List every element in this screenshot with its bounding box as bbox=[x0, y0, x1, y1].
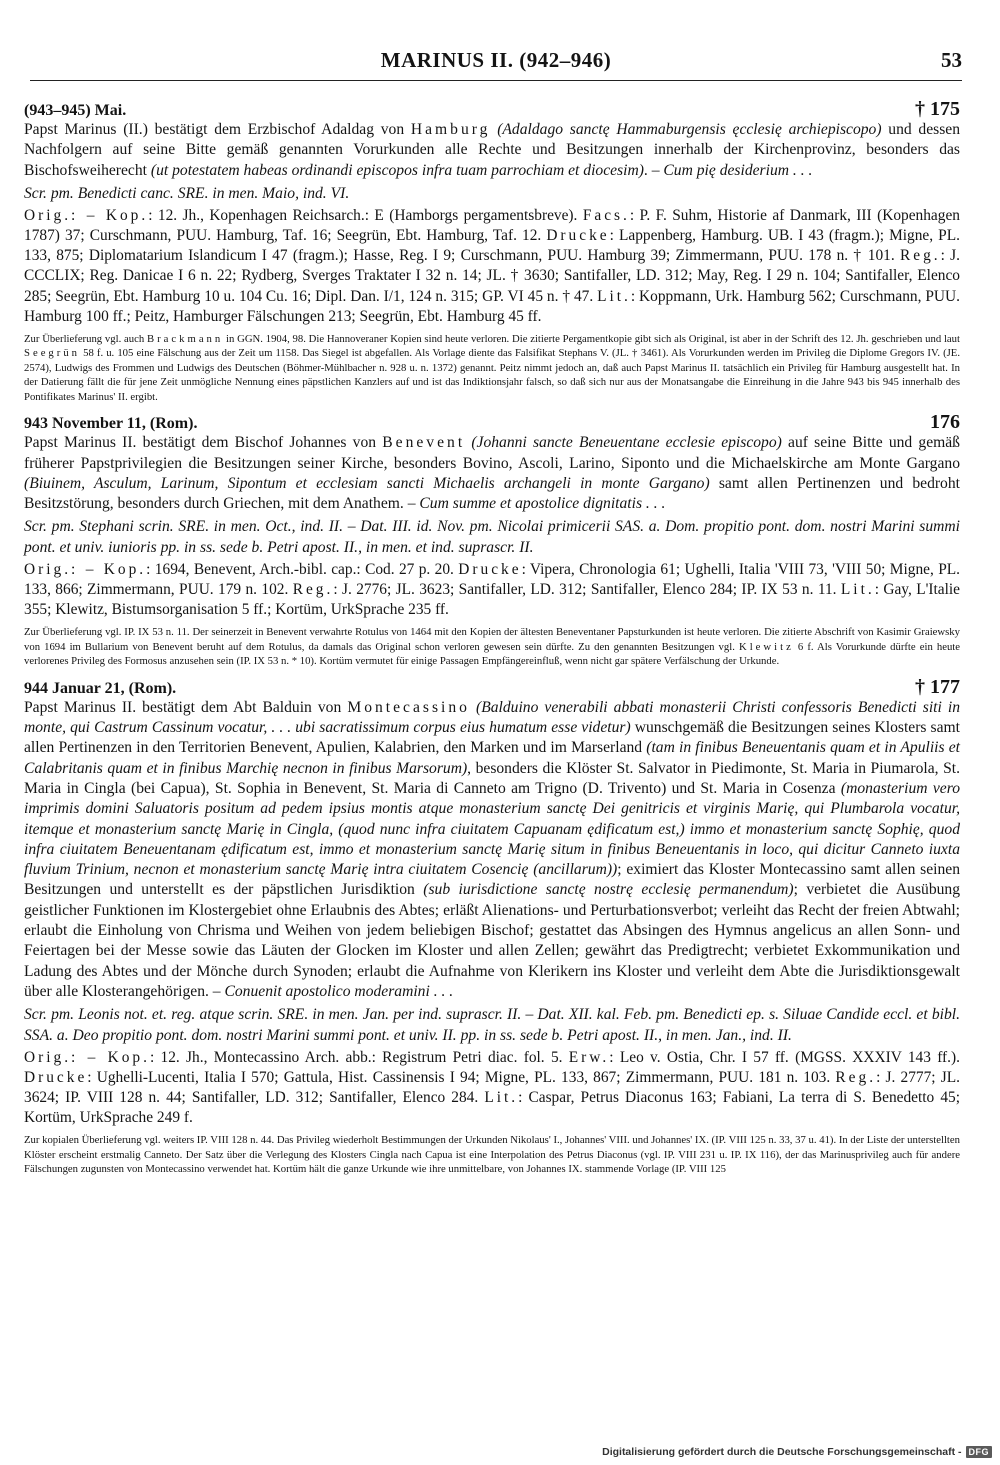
text-run: : Leo v. Ostia, Chr. I 57 ff. (MGSS. XXXIV 143 ff.). bbox=[609, 1048, 961, 1066]
text-run: und dessen Nachfolgern auf seine Bitte gemäß genannten Vorurkunden alle Rechte und Besitzungen innerhalb der Kirchenprovinz, besonders das Bischofsweiherecht bbox=[24, 121, 960, 179]
entry-date: 944 Januar 21, (Rom). bbox=[24, 679, 177, 697]
header-rule bbox=[30, 80, 962, 81]
text-run: Lit. bbox=[597, 287, 631, 305]
entry-number: † 175 bbox=[915, 98, 960, 120]
text-run: (Adaldago sanctę Hammaburgensis ęcclesię archiepiscopo) bbox=[497, 121, 882, 138]
regest-entry bbox=[24, 675, 961, 1177]
text-run: samt allen Pertinenzen und bedroht Besitzstörung, besonders durch Griechen, mit dem Anathem. – bbox=[24, 474, 960, 513]
text-run: (monasterium vero imprimis domini Saluatoris positum ad pedem ipsius montis atque monasterium sanctę Dei genitricis et virginis Marię, qui Plumbarola vocatur, itemque et monasterium sanctę Marię in Cingla, (quod nunc infra ciuitatem Capuanam ędificatum est,) immo et monasterium sanctę Sophię, quod infra ciuitatem Beneuentanam ędificatum est, immo et monasterium sanctę Marię situm in finibus Beneuentanis in loco, qui dicitur Canneto iuxta fluvium Trinium, necnon et monasterium sanctę Marię intra ciuitatem Cosencię (ancillarum)) bbox=[24, 780, 961, 879]
tradition-block bbox=[24, 560, 960, 620]
text-run: : Vipera, Chronologia 61; Ughelli, Italia 'VIII 73, 'VIII 50; Migne, PL. 133, 866; Zimmermann, PUU. 179 n. 102. bbox=[24, 561, 961, 599]
text-run: Kop. bbox=[105, 207, 149, 225]
entry-number: † 177 bbox=[915, 675, 960, 698]
text-run: Cum summe et apostolice dignitatis . . . bbox=[419, 495, 666, 513]
text-run: Orig.: – bbox=[24, 561, 104, 579]
main-content bbox=[24, 100, 960, 1186]
header-title: MARINUS II. (942–946) bbox=[380, 48, 612, 72]
text-run: (Biuinem, Asculum, Larinum, Sipontum et ecclesiam sancti Michaelis archangeli in monte Gargano) bbox=[24, 474, 710, 492]
text-run: (tam in finibus Beneuentanis quam et in Apuliis et Calabritanis quam et in finibus Marchię necnon in finibus Marsorum) bbox=[24, 739, 960, 777]
tradition-block bbox=[24, 1048, 960, 1128]
text-run: Zur Überlieferung vgl. IP. IX 53 n. 11. Der seinerzeit in Benevent verwahrte Rotulus von 1464 mit den Kopien der ältesten Beneventaner Papsturkunden ist heute verloren. Die zitierte Abschrift von Kasimir Graiewsky von 1694 im Bullarium von Benevent beruht auf dem Rotulus, da damals das Original schon verloren gewesen sein dürfte. Zu den genannten Besitzungen vgl. bbox=[24, 626, 960, 653]
commentary-note bbox=[24, 1133, 960, 1177]
text-run: Seegrün bbox=[24, 347, 81, 360]
subscription-line: Scr. pm. Stephani scrin. SRE. in men. Oct., ind. II. – Dat. III. id. Nov. pm. Nicolai primicerii SAS. a. Dom. propitio pont. dom. nostri Marini summi pont. et univ. iunioris pp. in ss. sede b. Petri apost. II., in men. et ind. suprascr. II. bbox=[24, 518, 960, 556]
text-run: , besonders die Klöster St. Salvator in Piedimonte, St. Maria in Piumarola, St. Maria in Cingla (bei Capua), St. Sophia in Benevent, St. Maria di Canneto am Trigno (D. Trivento) und St. Maria in Cosenza bbox=[24, 759, 960, 797]
regest-entry bbox=[24, 413, 960, 669]
text-run: 6 f. Als Vorurkunde dürfte ein heute verlorenes Privileg des Formosus anzusehen sein (IP. IX 53 n. * 10). Kortüm vermutet für einige Passagen Empfängereinfluß, wenn nicht gar spätere Verfälschung der Urkunde. bbox=[24, 640, 961, 668]
text-run: Lit. bbox=[484, 1089, 519, 1107]
text-run: : J. CCCLIX; Reg. Danicae I 6 n. 22; Rydberg, Sverges Traktater I 32 n. 14; JL. † 3630; Santifaller, LD. 312; May, Reg. I 29 n. 104; Santifaller, Elenco 285; Seegrün, Ebt. Hamburg 10 u. 104 Cu. 16; Dipl. Dan. I/1, 124 n. 315; GP. VI 45 n. † 47. bbox=[24, 247, 960, 305]
entry-heading bbox=[24, 100, 960, 120]
regest-text bbox=[24, 120, 960, 181]
text-run: Drucke bbox=[458, 561, 522, 579]
text-run: Lit. bbox=[840, 581, 875, 599]
commentary-note bbox=[24, 625, 960, 669]
text-run: Hamburg bbox=[410, 121, 491, 138]
entry-date: (943–945) Mai. bbox=[24, 102, 127, 119]
entry-number: 176 bbox=[930, 411, 960, 434]
text-run: Klewitz bbox=[738, 640, 794, 653]
text-run: : Gay, L'Italie 355; Klewitz, Bistumsorganisation 5 ff.; Kortüm, UrkSprache 235 ff. bbox=[24, 581, 960, 619]
text-run: Reg. bbox=[835, 1068, 877, 1086]
text-run: : J. 2777; JL. 3624; IP. VIII 128 n. 44; Santifaller, LD. 312; Santifaller, Elenco 284. bbox=[24, 1068, 961, 1107]
text-run: in GGN. 1904, 98. Die Hannoveraner Kopien sind heute verloren. Die zitierte Pergamentkopie gibt sich als Original, ist aber in der Schrift des 12. Jh. geschrieben und laut bbox=[223, 332, 960, 345]
entry-date: 943 November 11, (Rom). bbox=[24, 415, 198, 433]
entry-heading bbox=[24, 413, 960, 433]
footer-credit bbox=[602, 1446, 992, 1458]
text-run: Kop. bbox=[107, 1048, 150, 1066]
text-run: : J. 2776; JL. 3623; Santifaller, LD. 312; Santifaller, Elenco 284; IP. IX 53 n. 11. bbox=[333, 581, 841, 599]
text-run: : Koppmann, Urk. Hamburg 562; Curschmann, PUU. Hamburg 100 ff.; Peitz, Hamburger Fälschungen 213; Seegrün, Ebt. Hamburg 45 ff. bbox=[24, 287, 960, 325]
regest-text bbox=[24, 698, 960, 1002]
text-run: Papst Marinus II. bestätigt dem Bischof Johannes von bbox=[24, 434, 383, 452]
dfg-logo-icon: DFG bbox=[966, 1446, 993, 1458]
text-run: Montecassino bbox=[347, 698, 470, 716]
text-run: : 1694, Benevent, Arch.-bibl. cap.: Cod. 27 p. 20. bbox=[146, 561, 459, 579]
text-run: . – bbox=[643, 161, 664, 179]
text-run: : Caspar, Petrus Diaconus 163; Fabiani, La terra di S. Benedetto 45; Kortüm, UrkSprache 249 f. bbox=[24, 1089, 960, 1127]
text-run: wunschgemäß die Besitzungen seines Klosters samt allen Pertinenzen in den Territorien Benevent, Apulien, Kalabrien, den Marken und im Marserland bbox=[24, 719, 960, 757]
text-run: Facs. bbox=[582, 207, 630, 225]
text-run: Benevent bbox=[382, 434, 466, 452]
entry-heading bbox=[24, 675, 960, 698]
text-run: Brackmann bbox=[146, 332, 224, 345]
text-run: (sub iurisdictione sanctę nostrę ecclesię permanendum) bbox=[423, 881, 794, 899]
text-run: : Ughelli-Lucenti, Italia I 570; Gattula, Hist. Cassinensis I 94; Migne, PL. 133, 867; Zimmermann, PUU. 181 n. 103. bbox=[87, 1068, 836, 1086]
text-run: Erw. bbox=[568, 1048, 610, 1066]
text-run: 58 f. u. 105 eine Fälschung aus der Zeit um 1158. Das Siegel ist abgefallen. Als Vorlage diente das Falsifikat Stephans V. (JL. † 3461). Als Vorurkunden werden im Privileg die Diplome Gregors IV. (JE. 2574), Ludwigs des Frommen und Ludwigs des Deutschen (Böhmer-Mühlbacher n. 928 u. n. 1372) genannt. Peitz nimmt jedoch an, daß auch Papst Marinus II. tatsächlich ein Privileg für Hamburg ausgestellt hat. In der Datierung fällt die für jene Zeit unmögliche Nennung eines päpstlichen Kanzlers auf und ist das Indiktionsjahr falsch, so daß sich nur aus der Monatsangabe die Einreihung in die Jahre 943 bis 945 innerhalb des Pontifikates Marinus' II. ergibt. bbox=[24, 347, 960, 403]
regest-entry bbox=[24, 100, 960, 404]
text-run: ; eximiert das Kloster Montecassino samt allen seinen Besitzungen und unterstellt es der päpstlichen Jurisdiktion bbox=[24, 861, 961, 899]
text-run: Zur Überlieferung vgl. auch bbox=[24, 332, 147, 345]
text-run: Papst Marinus (II.) bestätigt dem Erzbischof Adaldag von bbox=[24, 121, 411, 138]
text-run: Papst Marinus II. bestätigt dem Abt Balduin von bbox=[24, 698, 348, 716]
tradition-block bbox=[24, 206, 960, 327]
text-run: : P. F. Suhm, Historie af Danmark, III (Kopenhagen 1787) 37; Curschmann, PUU. Hamburg, Taf. 16; Seegrün, Ebt. Hamburg, Taf. 12. bbox=[24, 207, 960, 245]
text-run: Reg. bbox=[292, 581, 334, 599]
footer-text: Digitalisierung gefördert durch die Deutsche Forschungsgemeinschaft - bbox=[602, 1446, 962, 1458]
text-run: : Lappenberg, Hamburg. UB. I 43 (fragm.); Migne, PL. 133, 875; Diplomatarium Islandicum I 47 (fragm.); Hasse, Reg. I 9; Curschmann, PUU. Hamburg 39; Zimmermann, PUU. 178 n. † 101. bbox=[24, 227, 960, 265]
text-run: : 12. Jh., Kopenhagen Reichsarch.: E (Hamborgs pergamentsbreve). bbox=[148, 207, 583, 225]
text-run: Drucke bbox=[24, 1068, 88, 1086]
regest-text bbox=[24, 433, 960, 514]
text-run: (Balduino venerabili abbati monasterii Christi confessoris Benedicti siti in monte, qui Castrum Cassinum vocatur, . . . ubi sacratissimum corpus eius humatum esse videtur) bbox=[24, 698, 961, 737]
page-number: 53 bbox=[941, 48, 962, 72]
text-run: (Johanni sancte Beneuentane ecclesie episcopo) bbox=[471, 434, 782, 452]
text-run: Conuenit apostolico moderamini . . . bbox=[224, 982, 454, 1000]
text-run: Kop. bbox=[103, 561, 147, 579]
text-run: Zur kopialen Überlieferung vgl. weiters IP. VIII 128 n. 44. Das Privileg wiederholt Bestimmungen der Urkunden Nikolaus' I., Johannes' VIII. und Johannes' IX. (IP. VIII 125 n. 33, 37 u. 41). In der Liste der unterstellten Klöster erscheint erstmalig Canneto. Der Satz über die Verlegung des Klosters Cingla nach Capua ist eine Interpolation des Petrus Diaconus (vgl. IP. VIII 231 u. IP. IX 116), der das Marinusprivileg auch für andere Fälschungen zugunsten von Montecassino verwendet hat. Kortüm hält die ganze Urkunde wie ihre unmittelbare, von Johannes IX. stammende Vorlage (IP. VIII 125 bbox=[24, 1134, 960, 1176]
text-run: (ut potestatem habeas ordinandi episcopos infra tuam parrochiam et diocesim) bbox=[150, 161, 644, 179]
running-header bbox=[30, 44, 962, 78]
commentary-note bbox=[24, 332, 960, 405]
text-run: Reg. bbox=[899, 247, 941, 265]
text-run: ; verbietet die Ausübung geistlicher Funktionen im Klostergebiet ohne Erlaubnis des Abtes; erläßt Alienations- und Perturbationsverbot; verleiht das Recht der freien Abtwahl; erlaubt die Einholung von Chrisma und Weihen von jedem beliebigen Bischof; gestattet das Absingen des Hymnus angelicus an allen Sonn- und Feiertagen bei der Messe sowie das Läuten der Glocken im Kloster und allen Zellen; gewährt das Predigtrecht; verbietet Exkommunikation und Ladung des Abtes und der Mönche durch Synoden; erlaubt die Aufnahme von Klerikern ins Kloster und verleiht dem Abte die Jurisdiktionsgewalt über alle Klosterangehörigen. – bbox=[24, 881, 961, 1000]
text-run: Orig.: – bbox=[24, 207, 106, 225]
subscription-line: Scr. pm. Benedicti canc. SRE. in men. Maio, ind. VI. bbox=[24, 184, 350, 202]
text-run: auf seine Bitte und gemäß früherer Papstprivilegien die Besitzungen seiner Kirche, besonders Bovino, Ascoli, Larino, Siponto und die Michaelskirche am Monte Gargano bbox=[24, 434, 960, 472]
text-run: Cum pię desiderium . . . bbox=[663, 161, 813, 179]
subscription-line: Scr. pm. Leonis not. et. reg. atque scrin. SRE. in men. Jan. per ind. suprascr. II. – Dat. XII. kal. Feb. pm. Benedicti ep. s. Siluae Candide eccl. et bibl. SSA. a. Deo propitio pont. dom. nostri Marini summi pont. et univ. II. pp. in ss. sede b. Petri apost. II., in men. Jan., ind. II. bbox=[24, 1006, 960, 1044]
text-run: Drucke bbox=[546, 227, 610, 245]
text-run: Orig.: – bbox=[24, 1048, 108, 1066]
text-run: : 12. Jh., Montecassino Arch. abb.: Registrum Petri diac. fol. 5. bbox=[149, 1048, 569, 1066]
